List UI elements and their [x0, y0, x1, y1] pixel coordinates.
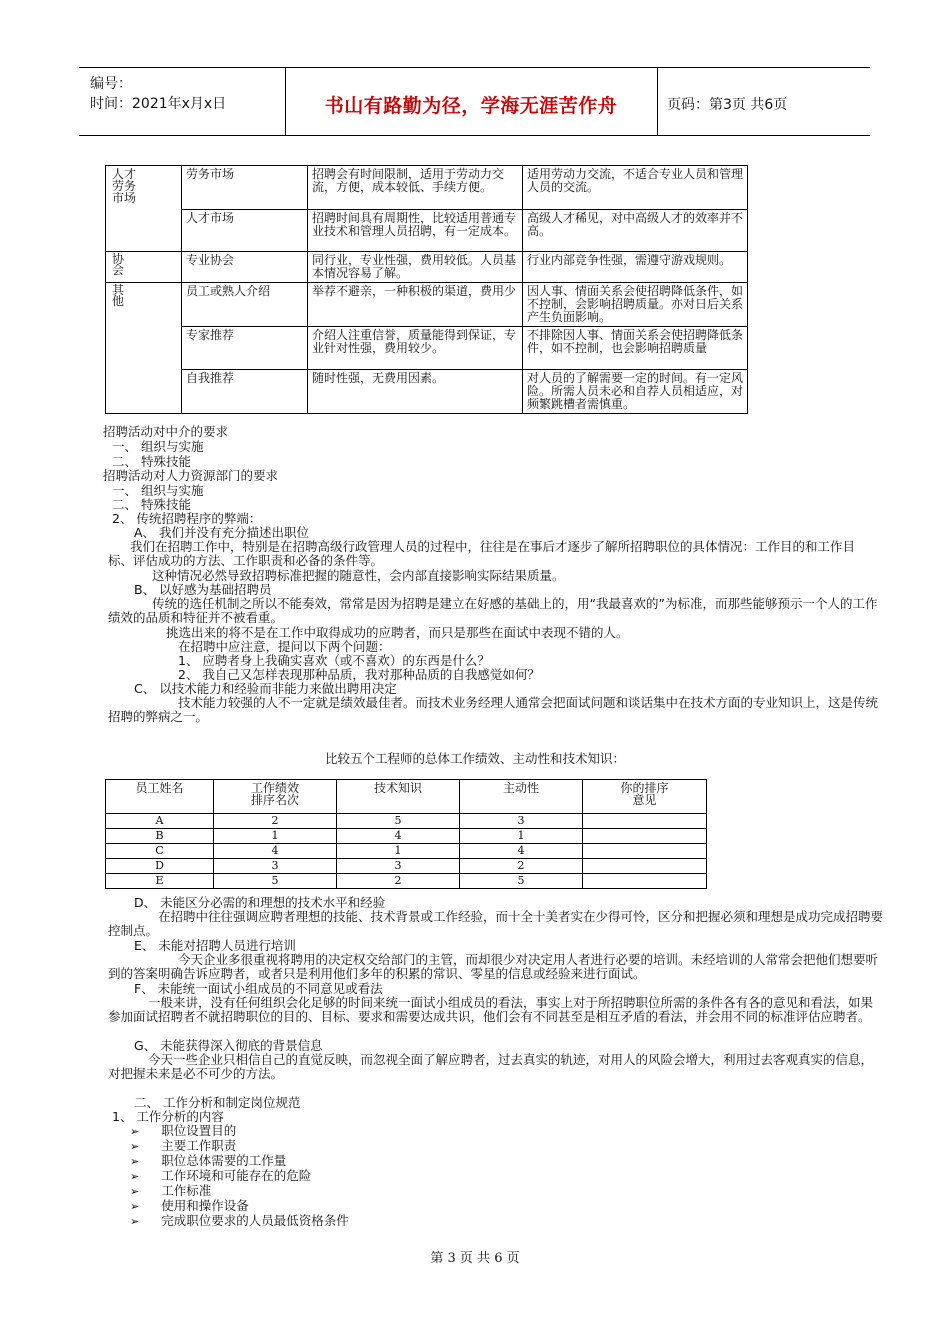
table-cell: 5	[460, 874, 583, 889]
table-cell: 自我推荐	[182, 370, 308, 414]
table-cell: 专业协会	[182, 252, 308, 283]
list-item: 一、 组织与实施	[112, 439, 204, 454]
header-motto: 书山有路勤为径，学海无涯苦作舟	[324, 95, 618, 117]
list-item: ➢ 职位设置目的	[130, 1123, 237, 1138]
list-item: ➢ 完成职位要求的人员最低资格条件	[130, 1213, 349, 1228]
table-cell: 1	[337, 844, 460, 859]
subsection-heading: A、 我们并没有充分描述出职位	[134, 525, 310, 540]
table-row	[106, 327, 748, 370]
table-cell: 3	[214, 859, 337, 874]
table-header-cell: 工作绩效 排序名次	[214, 780, 337, 814]
page-footer: 第 3 页 共 6 页	[430, 1251, 520, 1266]
table-cell: 4	[337, 829, 460, 844]
table-cell: 同行业，专业性强，费用较低。人员基本情况容易了解。	[308, 252, 523, 283]
table-cell	[583, 844, 707, 859]
arrow-bullet-icon: ➢	[130, 1185, 140, 1198]
list-item: 二、 特殊技能	[112, 497, 191, 512]
list-item: ➢ 主要工作职责	[130, 1138, 237, 1153]
table-cell: 适用劳动力交流，不适合专业人员和管理人员的交流。	[523, 166, 748, 210]
content-list	[130, 1124, 349, 1229]
table-cell: 员工或熟人介绍	[182, 283, 308, 327]
section-heading: 2、 传统招聘程序的弊端：	[112, 511, 262, 526]
arrow-bullet-icon: ➢	[130, 1170, 140, 1183]
arrow-bullet-icon: ➢	[130, 1200, 140, 1213]
table-row	[106, 166, 748, 210]
paragraph: 技术能力较强的人不一定就是绩效最佳者。而技术业务经理人通常会把面试问题和谈话集中在技术方面的专业知识上，这是传统招聘的弊病之一。	[108, 695, 879, 724]
table-row	[106, 252, 748, 283]
table-cell: A	[106, 814, 214, 829]
section-heading: 招聘活动对人力资源部门的要求	[103, 468, 279, 483]
table-cell	[583, 814, 707, 829]
list-item: ➢ 工作标准	[130, 1183, 212, 1198]
table-cell	[583, 829, 707, 844]
page-indicator: 页码：第3页 共6页	[667, 97, 788, 113]
table-row	[106, 859, 707, 874]
table-cell	[583, 859, 707, 874]
paragraph: 这种情况必然导致招聘标准把握的随意性，会内部直接影响实际结果质量。	[152, 568, 565, 583]
subsection-heading: 1、 工作分析的内容	[112, 1109, 224, 1124]
paragraph: 今天一些企业只相信自己的直觉反映，而忽视全面了解应聘者，过去真实的轨迹，对用人的风险会增大，利用过去客观真实的信息，对把握未来是必不可少的方法。	[108, 1052, 874, 1081]
table-row	[106, 874, 707, 889]
subsection-heading: F、 未能统一面试小组成员的不同意见或看法	[134, 981, 383, 996]
table-cell: 招聘时间具有周期性，比较适用普通专业技术和管理人员招聘，有一定成本。	[308, 210, 523, 252]
header-bottom-rule	[79, 135, 870, 136]
paragraph: 传统的选任机制之所以不能奏效，常常是因为招聘是建立在好感的基础上的，用“我最喜欢的”为标准，而那些能够预示一个人的工作绩效的品质和特征并不被看重。	[108, 596, 878, 625]
table-cell: 高级人才稀见，对中高级人才的效率并不高。	[523, 210, 748, 252]
table-cell: 对人员的了解需要一定的时间。有一定风险。所需人员未必和自荐人员相适应，对频繁跳槽者需慎重。	[523, 370, 748, 414]
table-cell: 其他	[106, 283, 182, 327]
list-item: 二、 特殊技能	[112, 454, 191, 469]
header-divider-right	[657, 67, 658, 135]
table-cell: 劳务市场	[182, 166, 308, 210]
arrow-bullet-icon: ➢	[130, 1215, 140, 1228]
list-item: 2、 我自己又怎样表现那种品质，我对那种品质的自我感觉如何？	[178, 667, 540, 682]
paragraph: 今天企业多很重视将聘用的决定权交给部门的主管，而却很少对决定用人者进行必要的培训。未经培训的人常常会把他们想要听到的答案明确告诉应聘者，或者只是利用他们多年的积累的常识、零星的信息或经验来进行面试。	[108, 952, 879, 981]
list-item: ➢ 使用和操作设备	[130, 1198, 249, 1213]
table-cell: 3	[460, 814, 583, 829]
table-cell	[583, 874, 707, 889]
arrow-bullet-icon: ➢	[130, 1140, 140, 1153]
paragraph: 在招聘中往往强调应聘者理想的技能、技术背景或工作经验，而十全十美者实在少得可怜，区分和把握必须和理想是成功完成招聘要控制点。	[108, 909, 884, 938]
table-cell: 4	[214, 844, 337, 859]
table-caption: 比较五个工程师的总体工作绩效、主动性和技术知识：	[324, 751, 625, 766]
table-cell: 3	[337, 859, 460, 874]
table-cell	[106, 210, 182, 252]
table-row	[106, 844, 707, 859]
paragraph: 一般来讲，没有任何组织会化足够的时间来统一面试小组成员的看法，事实上对于所招聘职位所需的条件各有各的意见和看法，如果参加面试招聘者不就招聘职位的目的、目标、要求和需要达成共识，他们会有不同甚至是相互矛盾的看法，并会用不同的标准评估应聘者。	[108, 995, 874, 1024]
table-cell: 招聘会有时间限制，适用于劳动力交流，方便，成本较低、手续方便。	[308, 166, 523, 210]
table-cell: 2	[460, 859, 583, 874]
table-row	[106, 829, 707, 844]
table-cell: 协会	[106, 252, 182, 283]
table-cell: 因人事、情面关系会使招聘降低条件，如不控制，会影响招聘质量。亦对日后关系产生负面影响。	[523, 283, 748, 327]
subsection-heading: G、 未能获得深入彻底的背景信息	[134, 1038, 323, 1053]
list-item: 1、 应聘者身上我确实喜欢（或不喜欢）的东西是什么？	[178, 653, 490, 668]
table-cell: 行业内部竞争性强，需遵守游戏规则。	[523, 252, 748, 283]
section-heading: 二、 工作分析和制定岗位规范	[134, 1095, 301, 1110]
table-cell: 人才市场	[182, 210, 308, 252]
section-heading: 招聘活动对中介的要求	[103, 424, 229, 439]
arrow-bullet-icon: ➢	[130, 1125, 140, 1138]
table-row	[106, 210, 748, 252]
table-cell: 举荐不避亲，一种积极的渠道，费用少	[308, 283, 523, 327]
table-cell	[106, 370, 182, 414]
paragraph: 挑选出来的将不是在工作中取得成功的应聘者，而只是那些在面试中表现不错的人。	[166, 625, 629, 640]
engineer-comparison-table	[105, 779, 707, 889]
doc-number-label: 编号：	[90, 76, 132, 92]
table-cell: 1	[214, 829, 337, 844]
table-cell: 随时性强，无费用因素。	[308, 370, 523, 414]
table-cell	[106, 327, 182, 370]
doc-time-label: 时间：2021年x月x日	[90, 96, 227, 112]
paragraph: 我们在招聘工作中，特别是在招聘高级行政管理人员的过程中，往往是在事后才逐步了解所招聘职位的具体情况：工作目的和工作目标、评估成功的方法、工作职责和必备的条件等。	[108, 539, 856, 568]
table-cell: 1	[460, 829, 583, 844]
table-cell: D	[106, 859, 214, 874]
table-cell: 介绍人注重信誉，质量能得到保证，专业针对性强，费用较少。	[308, 327, 523, 370]
table-cell: 2	[337, 874, 460, 889]
table-header-cell: 技术知识	[337, 780, 460, 814]
subsection-heading: C、 以技术能力和经验而非能力来做出聘用决定	[134, 681, 397, 696]
arrow-bullet-icon: ➢	[130, 1155, 140, 1168]
table-cell: C	[106, 844, 214, 859]
table-header-cell: 员工姓名	[106, 780, 214, 814]
list-item: ➢ 工作环境和可能存在的危险	[130, 1168, 312, 1183]
table-cell: 人才劳务市场	[106, 166, 182, 210]
table-header-cell: 你的排序 意见	[583, 780, 707, 814]
subsection-heading: E、 未能对招聘人员进行培训	[134, 938, 296, 953]
table-row	[106, 814, 707, 829]
subsection-heading: D、 未能区分必需的和理想的技术水平和经验	[134, 895, 386, 910]
subsection-heading: B、 以好感为基础招聘员	[134, 582, 272, 597]
paragraph: 在招聘中应注意，提问以下两个问题：	[178, 639, 391, 654]
table-cell: 4	[460, 844, 583, 859]
header-top-rule	[79, 67, 870, 68]
recruit-channel-table	[105, 165, 748, 414]
table-cell: 5	[214, 874, 337, 889]
table-cell: E	[106, 874, 214, 889]
table-cell: 2	[214, 814, 337, 829]
list-item: ➢ 职位总体需要的工作量	[130, 1153, 287, 1168]
table-cell: 专家推荐	[182, 327, 308, 370]
table-header-row	[106, 780, 707, 814]
table-row	[106, 370, 748, 414]
list-item: 一、 组织与实施	[112, 483, 204, 498]
table-cell: 不排除因人事、情面关系会使招聘降低条件，如不控制，也会影响招聘质量	[523, 327, 748, 370]
table-row	[106, 283, 748, 327]
table-header-cell: 主动性	[460, 780, 583, 814]
table-cell: 5	[337, 814, 460, 829]
table-cell: B	[106, 829, 214, 844]
